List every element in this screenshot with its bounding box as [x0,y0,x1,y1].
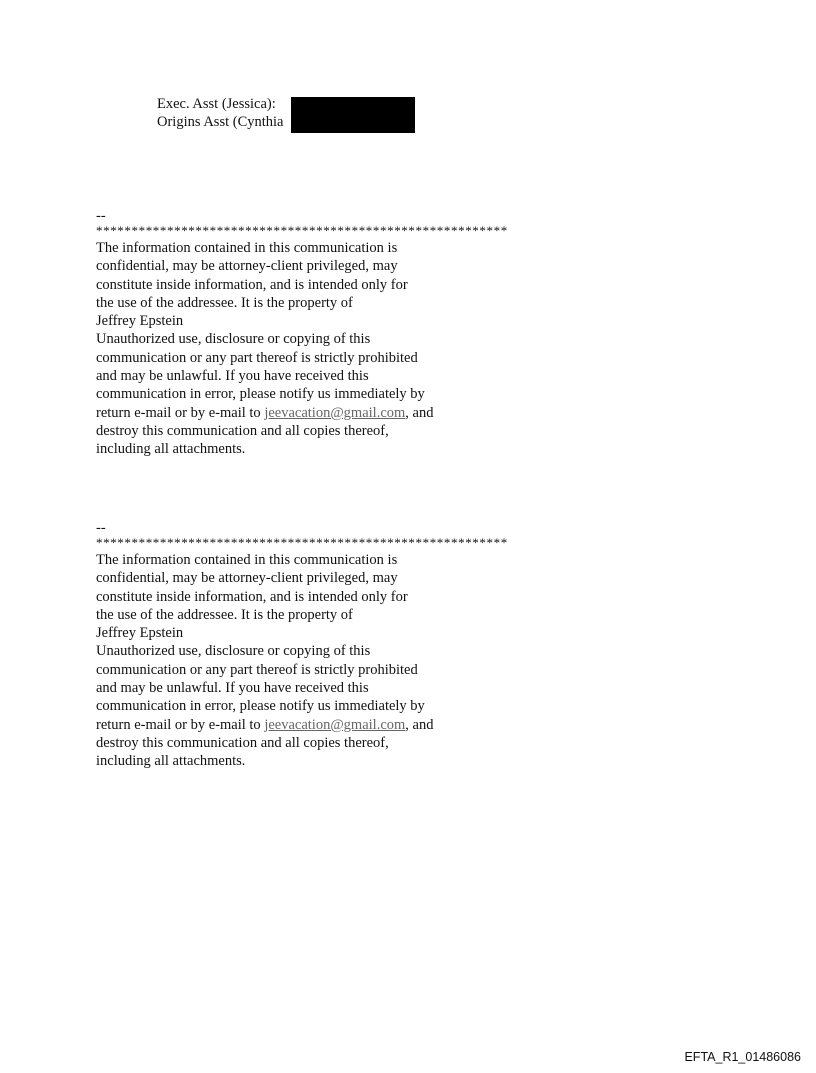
email-link[interactable]: jeevacation@gmail.com [264,716,406,733]
return-suffix: , and [405,404,434,421]
disclaimer-line: communication in error, please notify us immediately by [96,386,425,403]
return-prefix: return e-mail or by e-mail to [96,404,265,421]
email-link[interactable]: jeevacation@gmail.com [264,404,406,421]
disclaimer-line: and may be unlawful. If you have received this [96,368,369,385]
disclaimer-line: Unauthorized use, disclosure or copying of this [96,643,371,660]
disclaimer-line: the use of the addressee. It is the property of [96,606,353,623]
disclaimer-line: destroy this communication and all copies thereof, [96,422,389,439]
exec-asst-line [157,95,283,113]
disclaimer-line: the use of the addressee. It is the property of [96,294,353,311]
confidentiality-disclaimer [96,521,616,771]
origins-asst-line [157,113,283,131]
signature-dash: -- [96,520,106,536]
assistant-contacts [157,95,283,131]
origins-asst-label: Origins Asst (Cynthia [157,114,284,130]
disclaimer-line: communication or any part thereof is strictly prohibited [96,661,418,678]
disclaimer-line: communication or any part thereof is strictly prohibited [96,349,418,366]
asterisk-divider: ********************************************************** [96,535,508,550]
disclaimer-line: confidential, may be attorney-client privileged, may [96,258,398,275]
return-prefix: return e-mail or by e-mail to [96,716,265,733]
asterisk-divider: ********************************************************** [96,223,508,238]
disclaimer-line: constitute inside information, and is intended only for [96,276,408,293]
disclaimer-line: confidential, may be attorney-client privileged, may [96,570,398,587]
disclaimer-line: including all attachments. [96,753,246,770]
disclaimer-line: including all attachments. [96,441,246,458]
disclaimer-line: The information contained in this communication is [96,240,398,256]
disclaimer-line: Unauthorized use, disclosure or copying of this [96,331,371,348]
disclaimer-line: Jeffrey Epstein [96,625,184,642]
redaction-box [291,113,415,133]
exec-asst-label: Exec. Asst (Jessica): [157,96,276,112]
confidentiality-disclaimer [96,209,616,459]
disclaimer-line: The information contained in this communication is [96,552,398,568]
disclaimer-line: destroy this communication and all copies thereof, [96,734,389,751]
disclaimer-line: constitute inside information, and is intended only for [96,588,408,605]
document-id: EFTA_R1_01486086 [684,1050,801,1064]
disclaimer-line: communication in error, please notify us immediately by [96,698,425,715]
disclaimer-line: Jeffrey Epstein [96,313,184,330]
return-suffix: , and [405,716,434,733]
disclaimer-return-line [96,716,616,734]
disclaimer-line: and may be unlawful. If you have received this [96,680,369,697]
disclaimer-return-line [96,404,616,422]
signature-dash: -- [96,208,106,224]
